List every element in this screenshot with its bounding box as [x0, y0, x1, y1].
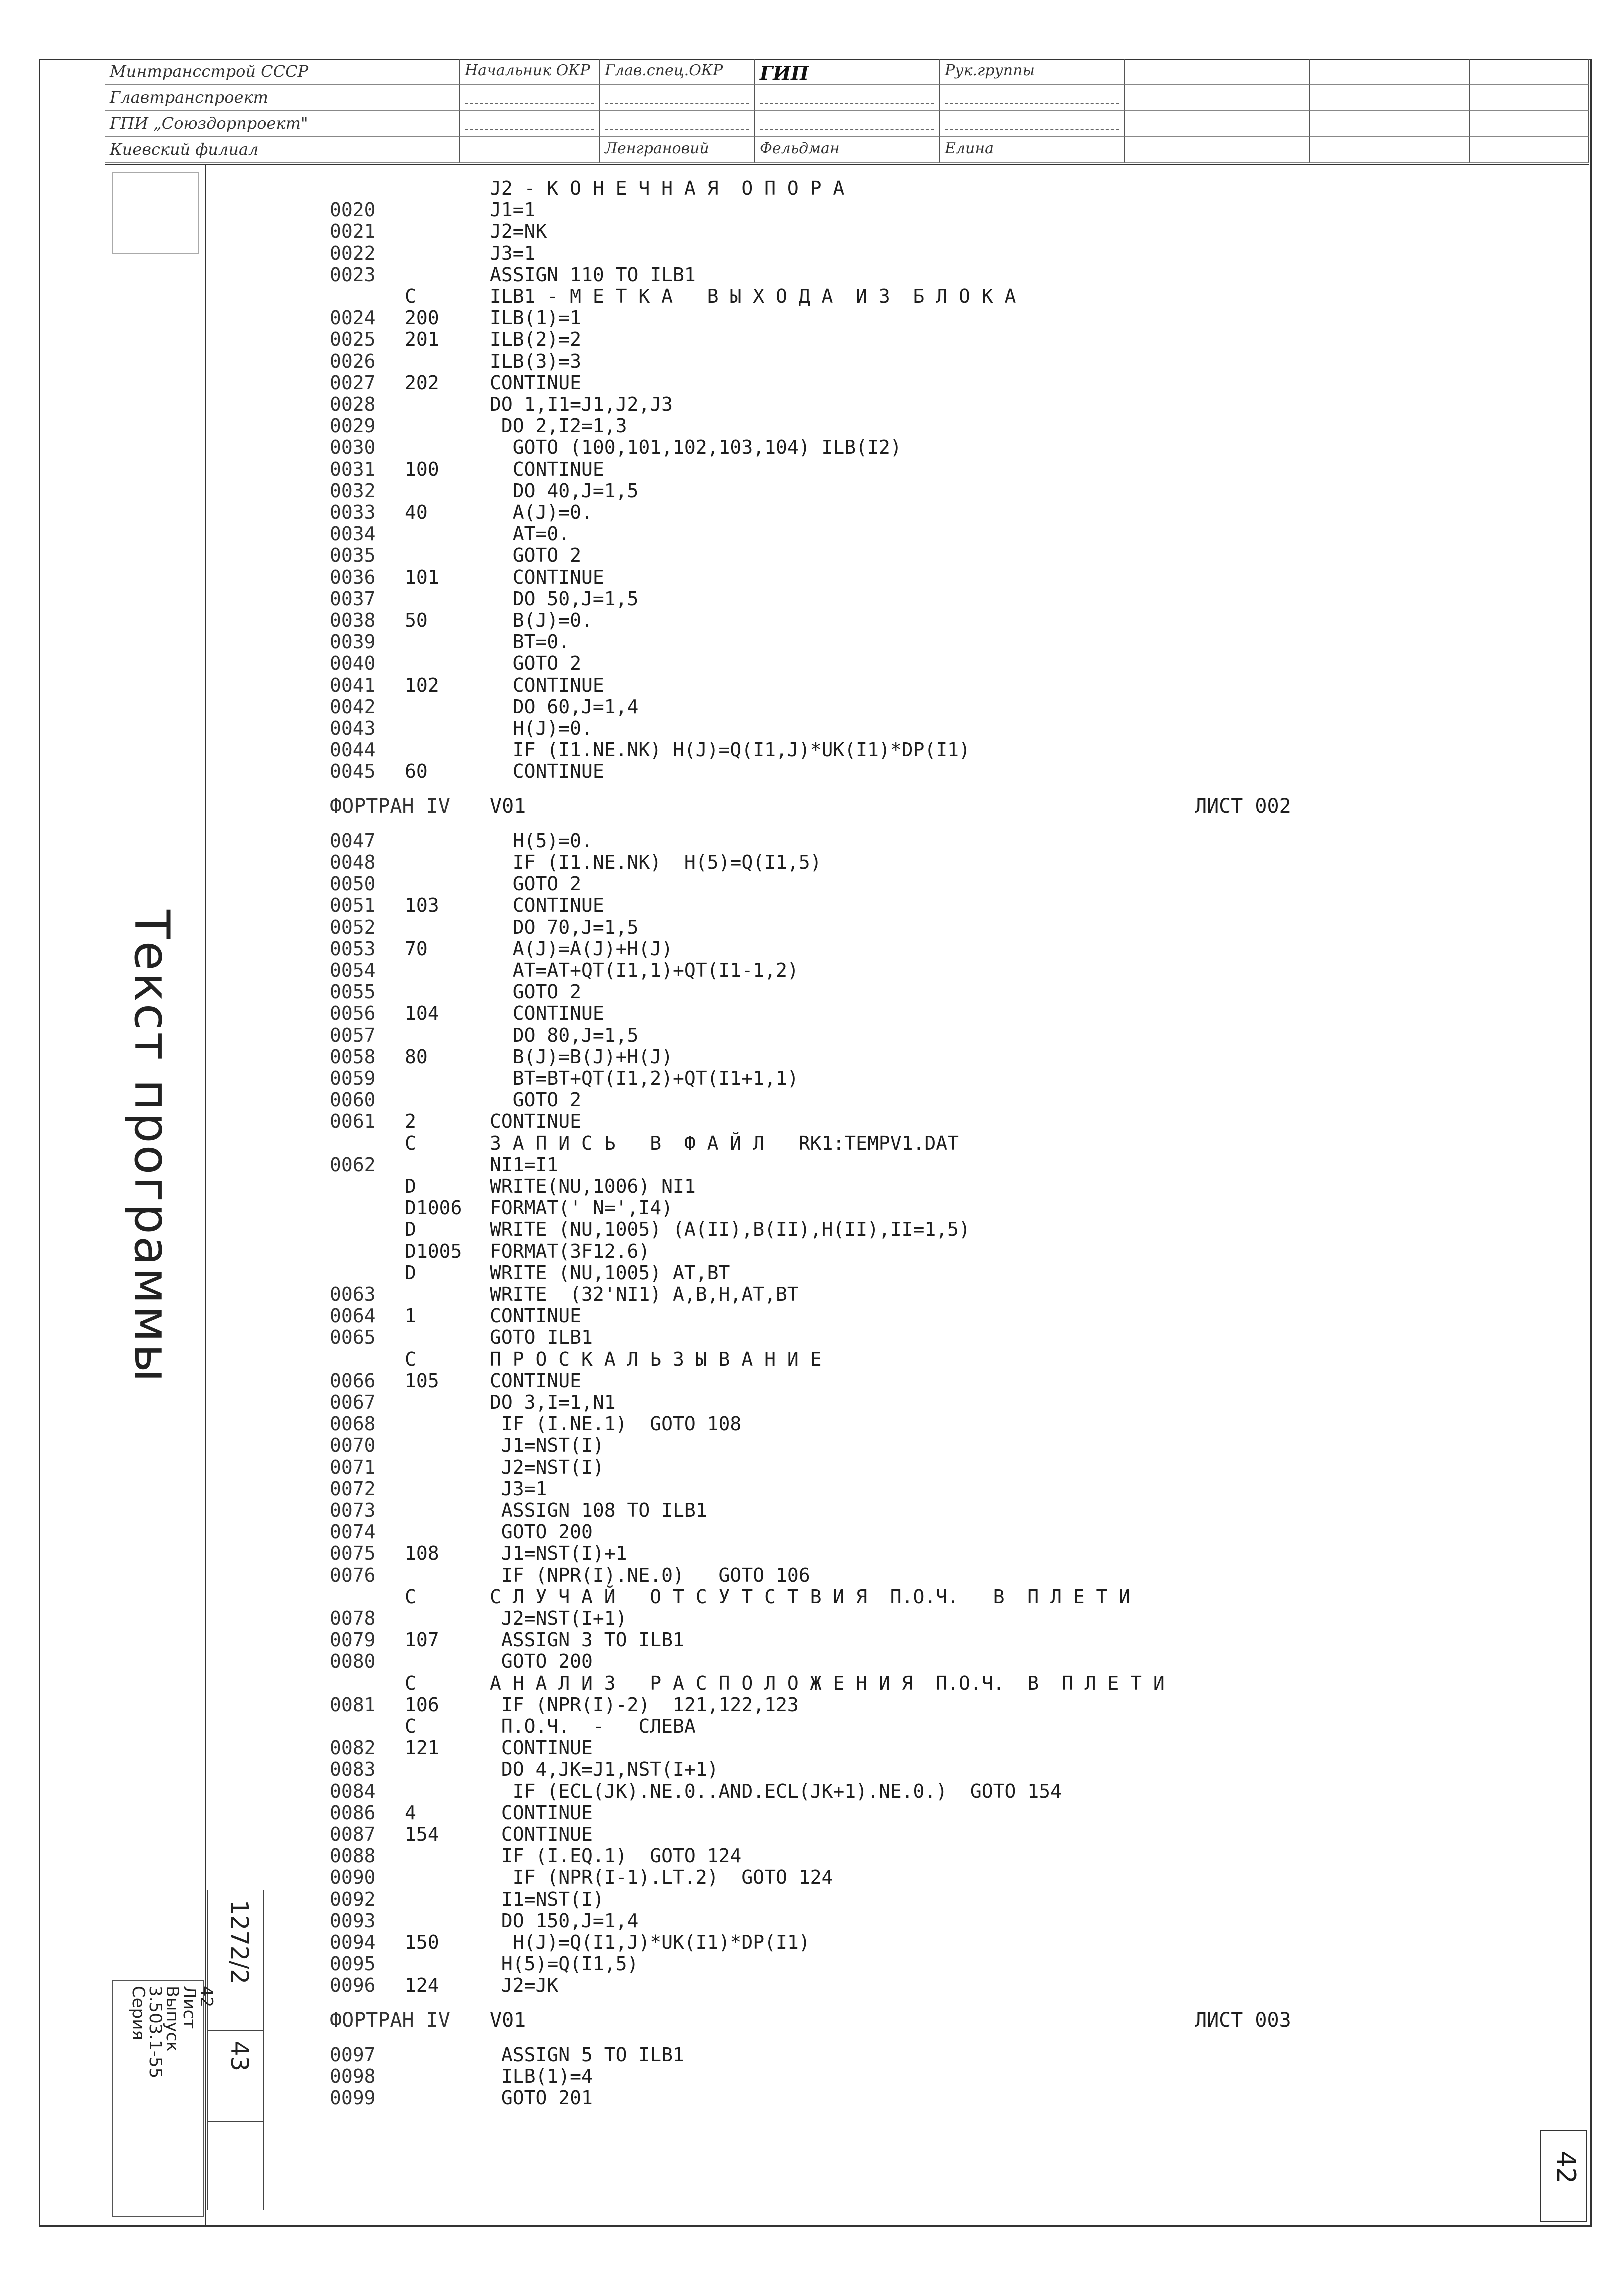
title-block-cell: [1125, 137, 1310, 163]
statement-code: GOTO 2: [490, 1089, 582, 1111]
sheet-label: ЛИСТ 002: [1195, 794, 1291, 818]
line-number: 0063: [330, 1283, 376, 1305]
approval-stamp: [112, 172, 199, 254]
statement-label: D: [405, 1175, 416, 1197]
title-block-cell: Начальник ОКР: [460, 59, 600, 85]
title-block-cell: [600, 111, 755, 137]
section-label: [124, 910, 190, 1410]
statement-code: B(J)=0.: [490, 609, 593, 631]
line-number: 0094: [330, 1931, 376, 1953]
line-number: 0034: [330, 523, 376, 545]
line-number: 0043: [330, 717, 376, 739]
line-number: 0088: [330, 1845, 376, 1867]
statement-label: C: [405, 1132, 416, 1154]
title-block-cell: ГИП: [755, 59, 940, 85]
line-number: 0078: [330, 1607, 376, 1629]
line-number: 0044: [330, 739, 376, 761]
line-number: 0035: [330, 544, 376, 567]
line-number: 0060: [330, 1089, 376, 1111]
line-number: 0080: [330, 1650, 376, 1673]
section-label-text: Текст программы: [124, 910, 180, 1384]
statement-label: 200: [405, 307, 439, 329]
title-block-cell: [1125, 111, 1310, 137]
small-sheet-number: 43: [225, 2041, 253, 2072]
statement-code: CONTINUE: [490, 1823, 593, 1845]
line-number: 0040: [330, 652, 376, 675]
line-number: 0048: [330, 851, 376, 873]
line-number: 0099: [330, 2087, 376, 2109]
line-number: 0064: [330, 1305, 376, 1327]
line-number: 0061: [330, 1110, 376, 1133]
line-number: 0031: [330, 458, 376, 480]
statement-code: IF (NPR(I)-2) 121,122,123: [490, 1693, 799, 1716]
line-number: 0041: [330, 674, 376, 696]
statement-code: CONTINUE: [490, 458, 604, 480]
title-block-cell: [1310, 137, 1470, 163]
statement-code: GOTO 201: [490, 2087, 593, 2109]
title-block-cell: [940, 111, 1125, 137]
statement-code: IF (I1.NE.NK) H(J)=Q(I1,J)*UK(I1)*DP(I1): [490, 739, 970, 761]
statement-code: DO 40,J=1,5: [490, 479, 639, 502]
statement-label: 60: [405, 760, 428, 783]
statement-label: D1006: [405, 1197, 462, 1219]
line-number: 0081: [330, 1693, 376, 1716]
line-number: 0092: [330, 1888, 376, 1910]
statement-code: CONTINUE: [490, 1737, 593, 1759]
line-number: 0090: [330, 1866, 376, 1889]
statement-label: D: [405, 1218, 416, 1241]
statement-label: 202: [405, 371, 439, 394]
statement-code: V01: [490, 2008, 526, 2032]
line-number: 0058: [330, 1045, 376, 1068]
stamp-line: Лист: [179, 1986, 199, 2029]
signature-line: [465, 114, 594, 130]
statement-label: 124: [405, 1974, 439, 1997]
line-number: 0056: [330, 1002, 376, 1025]
statement-label: 50: [405, 609, 428, 631]
statement-code: ILB(1)=4: [490, 2065, 593, 2087]
stamp-line: 42: [196, 1986, 216, 2008]
statement-code: DO 2,I2=1,3: [490, 415, 627, 437]
line-number: 0021: [330, 220, 376, 243]
statement-code: H(J)=Q(I1,J)*UK(I1)*DP(I1): [490, 1931, 810, 1953]
line-number: 0073: [330, 1499, 376, 1521]
statement-label: 2: [405, 1110, 416, 1133]
statement-code: DO 1,I1=J1,J2,J3: [490, 393, 673, 415]
title-block-grid: [105, 59, 1589, 163]
statement-code: GOTO 200: [490, 1650, 593, 1673]
line-number: 0026: [330, 350, 376, 372]
line-number: 0055: [330, 981, 376, 1003]
statement-code: GOTO (100,101,102,103,104) ILB(I2): [490, 436, 902, 459]
statement-label: 102: [405, 674, 439, 696]
org-line: Киевский филиал: [105, 137, 460, 163]
statement-label: 100: [405, 458, 439, 480]
title-block-cell: [1310, 111, 1470, 137]
statement-label: C: [405, 1585, 416, 1608]
sheet-label: ЛИСТ 003: [1195, 2008, 1291, 2032]
statement-code: I1=NST(I): [490, 1888, 604, 1910]
line-number: 0025: [330, 328, 376, 351]
line-number: 0023: [330, 263, 376, 286]
title-block-cell: [1470, 111, 1589, 137]
statement-code: FORMAT(' N=',I4): [490, 1197, 673, 1219]
statement-label: C: [405, 1715, 416, 1737]
statement-label: D1005: [405, 1240, 462, 1262]
signature-line: [605, 114, 749, 130]
statement-label: 105: [405, 1369, 439, 1392]
line-number: 0022: [330, 242, 376, 264]
statement-code: H(5)=0.: [490, 829, 593, 852]
line-number: 0074: [330, 1521, 376, 1543]
statement-code: ASSIGN 108 TO ILB1: [490, 1499, 707, 1521]
line-number: ФОРТРАН IV: [330, 794, 450, 818]
document-code-box: [207, 1890, 264, 2210]
title-block-cell: Ленграновий: [600, 137, 755, 163]
line-number: 0053: [330, 937, 376, 960]
line-number: 0059: [330, 1067, 376, 1089]
statement-code: С Л У Ч А Й О Т С У Т С Т В И Я П.О.Ч. В П Л Е Т И: [490, 1585, 1131, 1608]
line-number: 0087: [330, 1823, 376, 1845]
title-block-cell: [1470, 59, 1589, 85]
title-block-cell: Рук.группы: [940, 59, 1125, 85]
statement-code: CONTINUE: [490, 760, 604, 783]
statement-code: IF (I1.NE.NK) H(5)=Q(I1,5): [490, 851, 822, 873]
statement-code: CONTINUE: [490, 1369, 582, 1392]
statement-code: V01: [490, 794, 526, 818]
line-number: 0093: [330, 1909, 376, 1932]
signature-line: [760, 88, 934, 104]
line-number: 0045: [330, 760, 376, 783]
line-number: ФОРТРАН IV: [330, 2008, 450, 2032]
stamp-line: Выпуск: [162, 1986, 182, 2052]
statement-code: ILB(1)=1: [490, 307, 582, 329]
line-number: 0067: [330, 1391, 376, 1413]
statement-code: H(J)=0.: [490, 717, 593, 739]
statement-code: CONTINUE: [490, 1801, 593, 1824]
statement-code: A(J)=0.: [490, 501, 593, 523]
statement-code: П.О.Ч. - СЛЕВА: [490, 1715, 696, 1737]
signature-line: [465, 88, 594, 104]
signature-line: [605, 88, 749, 104]
line-number: 0096: [330, 1974, 376, 1997]
statement-label: D: [405, 1261, 416, 1284]
statement-code: DO 80,J=1,5: [490, 1024, 639, 1046]
title-block-cell: [940, 85, 1125, 111]
statement-code: DO 60,J=1,4: [490, 695, 639, 718]
statement-code: А Н А Л И З Р А С П О Л О Ж Е Н И Я П.О.Ч. В П Л Е Т И: [490, 1672, 1165, 1694]
line-number: 0020: [330, 199, 376, 221]
statement-code: CONTINUE: [490, 1002, 604, 1025]
line-number: 0083: [330, 1758, 376, 1781]
statement-label: C: [405, 1348, 416, 1370]
line-number: 0052: [330, 916, 376, 938]
statement-code: B(J)=B(J)+H(J): [490, 1045, 673, 1068]
line-number: 0027: [330, 371, 376, 394]
statement-code: ASSIGN 3 TO ILB1: [490, 1629, 684, 1651]
line-number: 0028: [330, 393, 376, 415]
statement-code: ILB1 - М Е Т К А В Ы Х О Д А И З Б Л О К А: [490, 285, 1016, 307]
title-block-cell: [755, 111, 940, 137]
statement-label: C: [405, 285, 416, 307]
statement-label: C: [405, 1672, 416, 1694]
statement-code: IF (NPR(I-1).LT.2) GOTO 124: [490, 1866, 833, 1889]
title-block-cell: [1310, 85, 1470, 111]
statement-code: J1=NST(I): [490, 1434, 604, 1457]
sheet-number: 42: [1551, 2151, 1581, 2184]
document-code: 1272/2: [225, 1900, 253, 1984]
line-number: 0032: [330, 479, 376, 502]
statement-code: BT=BT+QT(I1,2)+QT(I1+1,1): [490, 1067, 799, 1089]
title-block-cell: [1125, 59, 1310, 85]
sheet-number-box: [1540, 2130, 1587, 2222]
statement-code: J2 - К О Н Е Ч Н А Я О П О Р А: [490, 177, 845, 199]
statement-code: З А П И С Ь В Ф А Й Л RK1:TEMPV1.DAT: [490, 1132, 959, 1154]
title-block-cell: [600, 85, 755, 111]
statement-code: GOTO 2: [490, 652, 582, 675]
statement-label: 104: [405, 1002, 439, 1025]
small-sheet-cell: [208, 2031, 263, 2122]
statement-code: DO 150,J=1,4: [490, 1909, 639, 1932]
line-number: 0098: [330, 2065, 376, 2087]
title-block: [105, 59, 1589, 165]
statement-label: 40: [405, 501, 428, 523]
signature-line: [945, 114, 1119, 130]
statement-label: 154: [405, 1823, 439, 1845]
line-number: 0047: [330, 829, 376, 852]
title-block-cell: [460, 85, 600, 111]
statement-code: AT=AT+QT(I1,1)+QT(I1-1,2): [490, 959, 799, 981]
statement-code: AT=0.: [490, 523, 570, 545]
line-number: 0029: [330, 415, 376, 437]
title-block-cell: Фельдман: [755, 137, 940, 163]
statement-code: NI1=I1: [490, 1153, 559, 1176]
title-block-cell: Елина: [940, 137, 1125, 163]
line-number: 0037: [330, 587, 376, 610]
line-number: 0050: [330, 873, 376, 895]
statement-label: 4: [405, 1801, 416, 1824]
line-number: 0054: [330, 959, 376, 981]
line-number: 0086: [330, 1801, 376, 1824]
statement-label: 101: [405, 566, 439, 588]
statement-code: WRITE (32'NI1) A,B,H,AT,BT: [490, 1283, 799, 1305]
statement-code: DO 70,J=1,5: [490, 916, 639, 938]
line-number: 0097: [330, 2043, 376, 2066]
statement-code: A(J)=A(J)+H(J): [490, 937, 673, 960]
title-block-cell: Глав.спец.ОКР: [600, 59, 755, 85]
signature-line: [945, 88, 1119, 104]
statement-code: IF (NPR(I).NE.0) GOTO 106: [490, 1564, 810, 1586]
line-number: 0065: [330, 1326, 376, 1349]
stamp-line: 3.503.1-55: [145, 1986, 165, 2079]
line-number: 0095: [330, 1953, 376, 1975]
statement-code: ILB(3)=3: [490, 350, 582, 372]
statement-code: J3=1: [490, 1477, 547, 1500]
statement-code: J2=NST(I+1): [490, 1607, 627, 1629]
statement-code: WRITE (NU,1005) (A(II),B(II),H(II),II=1,5): [490, 1218, 970, 1241]
statement-code: WRITE (NU,1005) AT,BT: [490, 1261, 730, 1284]
line-number: 0033: [330, 501, 376, 523]
org-line: Минтрансстрой СССР: [105, 59, 460, 85]
org-line: Главтранспроект: [105, 85, 460, 111]
line-number: 0038: [330, 609, 376, 631]
series-stamp: [112, 1980, 216, 2217]
statement-code: CONTINUE: [490, 1110, 582, 1133]
signature-line: [760, 114, 934, 130]
statement-label: 150: [405, 1931, 439, 1953]
statement-label: 107: [405, 1629, 439, 1651]
statement-code: CONTINUE: [490, 674, 604, 696]
statement-code: ILB(2)=2: [490, 328, 582, 351]
line-number: 0079: [330, 1629, 376, 1651]
line-number: 0076: [330, 1564, 376, 1586]
line-number: 0068: [330, 1413, 376, 1435]
statement-label: 121: [405, 1737, 439, 1759]
title-block-cell: [755, 85, 940, 111]
line-number: 0039: [330, 631, 376, 653]
statement-label: 70: [405, 937, 428, 960]
line-number: 0051: [330, 894, 376, 917]
statement-code: CONTINUE: [490, 1305, 582, 1327]
statement-code: ASSIGN 110 TO ILB1: [490, 263, 696, 286]
statement-label: 80: [405, 1045, 428, 1068]
line-number: 0036: [330, 566, 376, 588]
line-number: 0084: [330, 1780, 376, 1802]
line-number: 0070: [330, 1434, 376, 1457]
statement-code: П Р О С К А Л Ь З Ы В А Н И Е: [490, 1348, 822, 1370]
statement-code: GOTO 2: [490, 981, 582, 1003]
statement-code: GOTO 200: [490, 1521, 593, 1543]
statement-code: DO 50,J=1,5: [490, 587, 639, 610]
statement-code: CONTINUE: [490, 371, 582, 394]
title-block-cell: [460, 111, 600, 137]
statement-label: 108: [405, 1542, 439, 1565]
statement-code: GOTO ILB1: [490, 1326, 593, 1349]
statement-code: IF (I.NE.1) GOTO 108: [490, 1413, 742, 1435]
title-block-cell: [1310, 59, 1470, 85]
statement-code: GOTO 2: [490, 873, 582, 895]
statement-code: ASSIGN 5 TO ILB1: [490, 2043, 684, 2066]
statement-code: WRITE(NU,1006) NI1: [490, 1175, 696, 1197]
statement-code: J2=JK: [490, 1974, 559, 1997]
statement-code: DO 3,I=1,N1: [490, 1391, 616, 1413]
statement-code: IF (I.EQ.1) GOTO 124: [490, 1845, 742, 1867]
statement-code: J1=1: [490, 199, 536, 221]
line-number: 0042: [330, 695, 376, 718]
line-number: 0030: [330, 436, 376, 459]
title-block-cell: [1125, 85, 1310, 111]
statement-code: H(5)=Q(I1,5): [490, 1953, 639, 1975]
statement-code: J2=NST(I): [490, 1456, 604, 1478]
statement-label: 201: [405, 328, 439, 351]
title-block-cell: [1470, 137, 1589, 163]
statement-code: J2=NK: [490, 220, 547, 243]
statement-label: 106: [405, 1693, 439, 1716]
line-number: 0057: [330, 1024, 376, 1046]
line-number: 0075: [330, 1542, 376, 1565]
title-block-cell: [1470, 85, 1589, 111]
statement-code: J1=NST(I)+1: [490, 1542, 627, 1565]
statement-label: 103: [405, 894, 439, 917]
statement-label: 1: [405, 1305, 416, 1327]
line-number: 0066: [330, 1369, 376, 1392]
statement-code: BT=0.: [490, 631, 570, 653]
statement-code: DO 4,JK=J1,NST(I+1): [490, 1758, 719, 1781]
statement-code: J3=1: [490, 242, 536, 264]
line-number: 0072: [330, 1477, 376, 1500]
statement-code: CONTINUE: [490, 566, 604, 588]
line-number: 0024: [330, 307, 376, 329]
line-number: 0062: [330, 1153, 376, 1176]
statement-code: IF (ECL(JK).NE.0..AND.ECL(JK+1).NE.0.) GOTO 154: [490, 1780, 1062, 1802]
line-number: 0071: [330, 1456, 376, 1478]
line-number: 0082: [330, 1737, 376, 1759]
org-line: ГПИ „Союздорпроект": [105, 111, 460, 137]
title-block-cell: [460, 137, 600, 163]
statement-code: GOTO 2: [490, 544, 582, 567]
stamp-line: Серия: [128, 1986, 148, 2040]
document-code-cell: [208, 1890, 263, 2031]
statement-code: FORMAT(3F12.6): [490, 1240, 650, 1262]
statement-code: CONTINUE: [490, 894, 604, 917]
